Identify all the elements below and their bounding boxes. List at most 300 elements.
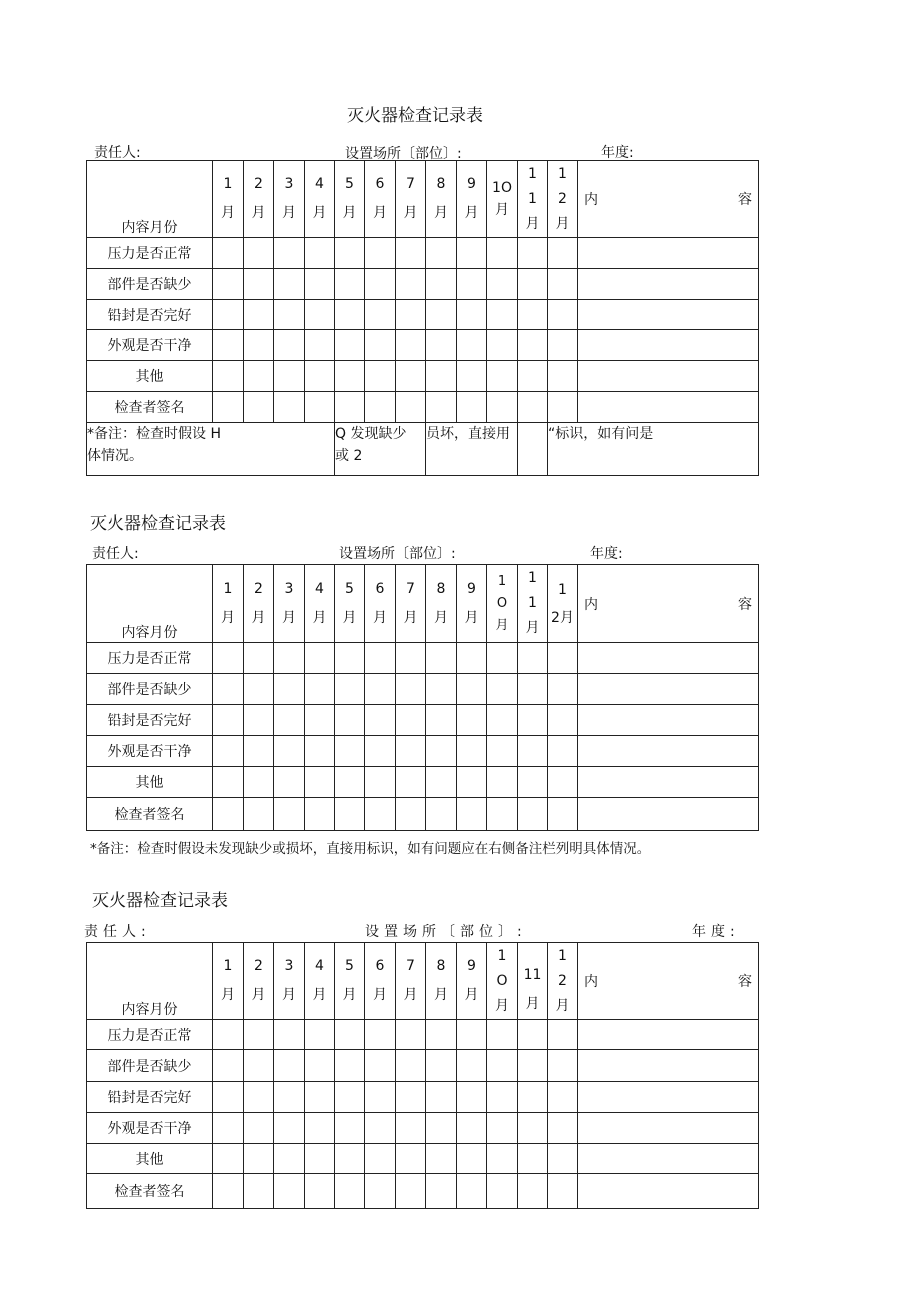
month-header: 4 月 xyxy=(305,943,335,1020)
check-cell[interactable] xyxy=(457,1144,487,1174)
check-cell[interactable] xyxy=(274,705,305,736)
check-cell[interactable] xyxy=(305,767,335,798)
check-cell[interactable] xyxy=(518,1174,548,1209)
check-cell[interactable] xyxy=(457,1020,487,1050)
check-cell[interactable] xyxy=(396,1144,426,1174)
content-header-text-b: 容 xyxy=(738,974,752,990)
check-cell[interactable] xyxy=(365,1174,396,1209)
footnote: *备注：检查时假设未发现缺少或损坏，直接用标识，如有问题应在右侧备注栏列明具体情况。 xyxy=(90,841,651,857)
check-cell[interactable] xyxy=(396,269,426,300)
check-cell[interactable] xyxy=(548,1020,578,1050)
check-cell[interactable] xyxy=(457,767,487,798)
check-cell[interactable] xyxy=(274,330,305,361)
check-cell[interactable] xyxy=(396,736,426,767)
check-cell[interactable] xyxy=(548,1144,578,1174)
check-cell[interactable] xyxy=(244,705,274,736)
check-cell[interactable] xyxy=(426,238,457,269)
row-label: 外观是否干净 xyxy=(87,736,213,767)
check-cell[interactable] xyxy=(335,238,365,269)
check-cell[interactable] xyxy=(335,643,365,674)
remark-cell[interactable] xyxy=(578,798,759,831)
location-label: 设置场所〔部位〕: xyxy=(339,546,456,562)
month-header: 5 月 xyxy=(335,943,365,1020)
check-cell[interactable] xyxy=(548,798,578,831)
check-cell[interactable] xyxy=(305,643,335,674)
check-cell[interactable] xyxy=(457,705,487,736)
month-header: 3 月 xyxy=(274,565,305,643)
check-cell[interactable] xyxy=(396,392,426,423)
check-cell[interactable] xyxy=(305,269,335,300)
check-cell[interactable] xyxy=(274,1082,305,1113)
remark-cell[interactable] xyxy=(578,238,759,269)
check-cell[interactable] xyxy=(213,1174,244,1209)
check-cell[interactable] xyxy=(365,269,396,300)
check-cell[interactable] xyxy=(365,798,396,831)
check-cell[interactable] xyxy=(365,767,396,798)
check-cell[interactable] xyxy=(457,361,487,392)
remark-cell[interactable] xyxy=(578,392,759,423)
check-cell[interactable] xyxy=(548,238,578,269)
check-cell[interactable] xyxy=(244,392,274,423)
check-cell[interactable] xyxy=(274,674,305,705)
check-cell[interactable] xyxy=(426,1082,457,1113)
check-cell[interactable] xyxy=(213,392,244,423)
check-cell[interactable] xyxy=(426,1050,457,1082)
check-cell[interactable] xyxy=(548,392,578,423)
inspection-table xyxy=(86,564,759,831)
responsible-label: 责任人: xyxy=(94,145,141,161)
remark-cell[interactable] xyxy=(578,705,759,736)
month-header: 1 2 月 xyxy=(548,161,578,238)
check-cell[interactable] xyxy=(305,1082,335,1113)
year-label: 年度: xyxy=(692,924,740,940)
check-cell[interactable] xyxy=(548,361,578,392)
check-cell[interactable] xyxy=(457,300,487,330)
remark-cell[interactable] xyxy=(578,767,759,798)
check-cell[interactable] xyxy=(305,798,335,831)
check-cell[interactable] xyxy=(487,238,518,269)
remark-cell[interactable] xyxy=(578,330,759,361)
check-cell[interactable] xyxy=(426,705,457,736)
row-label: 铅封是否完好 xyxy=(87,300,213,330)
check-cell[interactable] xyxy=(426,1144,457,1174)
check-cell[interactable] xyxy=(335,674,365,705)
check-cell[interactable] xyxy=(426,392,457,423)
check-cell[interactable] xyxy=(335,1174,365,1209)
check-cell[interactable] xyxy=(487,705,518,736)
check-cell[interactable] xyxy=(426,798,457,831)
check-cell[interactable] xyxy=(365,705,396,736)
check-cell[interactable] xyxy=(274,1113,305,1144)
check-cell[interactable] xyxy=(487,1050,518,1082)
check-cell[interactable] xyxy=(305,1174,335,1209)
check-cell[interactable] xyxy=(305,1050,335,1082)
row-label: 其他 xyxy=(87,361,213,392)
check-cell[interactable] xyxy=(274,361,305,392)
check-cell[interactable] xyxy=(548,1113,578,1144)
row-label: 其他 xyxy=(87,1144,213,1174)
check-cell[interactable] xyxy=(548,705,578,736)
row-label: 压力是否正常 xyxy=(87,1020,213,1050)
form-title: 灭火器检查记录表 xyxy=(347,106,483,126)
check-cell[interactable] xyxy=(518,1082,548,1113)
month-header: 5 月 xyxy=(335,161,365,238)
check-cell[interactable] xyxy=(487,1174,518,1209)
check-cell[interactable] xyxy=(396,1113,426,1144)
check-cell[interactable] xyxy=(335,361,365,392)
check-cell[interactable] xyxy=(457,674,487,705)
remark-cell[interactable] xyxy=(578,1082,759,1113)
responsible-label: 责任人: xyxy=(92,546,139,562)
check-cell[interactable] xyxy=(426,300,457,330)
check-cell[interactable] xyxy=(396,798,426,831)
check-cell[interactable] xyxy=(335,1050,365,1082)
month-header: 1O 月 xyxy=(487,161,518,238)
check-cell[interactable] xyxy=(396,361,426,392)
check-cell[interactable] xyxy=(305,330,335,361)
check-cell[interactable] xyxy=(365,361,396,392)
check-cell[interactable] xyxy=(396,1082,426,1113)
remark-cell[interactable] xyxy=(578,1144,759,1174)
table-row xyxy=(87,1144,759,1174)
check-cell[interactable] xyxy=(244,330,274,361)
check-cell[interactable] xyxy=(365,1082,396,1113)
check-cell[interactable] xyxy=(305,1113,335,1144)
check-cell[interactable] xyxy=(487,330,518,361)
check-cell[interactable] xyxy=(396,674,426,705)
check-cell[interactable] xyxy=(426,361,457,392)
table-row xyxy=(87,1082,759,1113)
month-header: 4 月 xyxy=(305,565,335,643)
check-cell[interactable] xyxy=(213,767,244,798)
check-cell[interactable] xyxy=(274,1020,305,1050)
corner-header: 内容月份 xyxy=(87,565,213,643)
check-cell[interactable] xyxy=(213,330,244,361)
check-cell[interactable] xyxy=(274,392,305,423)
remark-cell[interactable] xyxy=(578,1174,759,1209)
check-cell[interactable] xyxy=(274,300,305,330)
check-cell[interactable] xyxy=(457,1174,487,1209)
check-cell[interactable] xyxy=(213,1050,244,1082)
check-cell[interactable] xyxy=(213,300,244,330)
check-cell[interactable] xyxy=(487,269,518,300)
check-cell[interactable] xyxy=(426,330,457,361)
check-cell[interactable] xyxy=(487,674,518,705)
month-header: 1 月 xyxy=(213,565,244,643)
month-header: 6 月 xyxy=(365,943,396,1020)
check-cell[interactable] xyxy=(518,767,548,798)
check-cell[interactable] xyxy=(305,238,335,269)
remark-cell[interactable] xyxy=(578,643,759,674)
check-cell[interactable] xyxy=(213,1144,244,1174)
content-header xyxy=(578,161,759,238)
check-cell[interactable] xyxy=(457,1082,487,1113)
check-cell[interactable] xyxy=(487,1082,518,1113)
check-cell[interactable] xyxy=(274,736,305,767)
month-header: 2 月 xyxy=(244,161,274,238)
month-header: 9 月 xyxy=(457,161,487,238)
check-cell[interactable] xyxy=(365,1050,396,1082)
check-cell[interactable] xyxy=(518,1020,548,1050)
check-cell[interactable] xyxy=(518,705,548,736)
check-cell[interactable] xyxy=(426,643,457,674)
form-title: 灭火器检查记录表 xyxy=(92,891,228,911)
check-cell[interactable] xyxy=(396,643,426,674)
check-cell[interactable] xyxy=(487,392,518,423)
check-cell[interactable] xyxy=(396,1174,426,1209)
check-cell[interactable] xyxy=(335,767,365,798)
check-cell[interactable] xyxy=(487,1113,518,1144)
check-cell[interactable] xyxy=(518,269,548,300)
check-cell[interactable] xyxy=(335,1113,365,1144)
check-cell[interactable] xyxy=(548,767,578,798)
check-cell[interactable] xyxy=(548,269,578,300)
check-cell[interactable] xyxy=(335,1082,365,1113)
check-cell[interactable] xyxy=(244,798,274,831)
check-cell[interactable] xyxy=(518,300,548,330)
check-cell[interactable] xyxy=(244,1144,274,1174)
check-cell[interactable] xyxy=(426,767,457,798)
check-cell[interactable] xyxy=(365,643,396,674)
check-cell[interactable] xyxy=(365,1113,396,1144)
month-header: 8 月 xyxy=(426,565,457,643)
check-cell[interactable] xyxy=(305,705,335,736)
row-label: 外观是否干净 xyxy=(87,1113,213,1144)
content-header xyxy=(578,565,759,643)
check-cell[interactable] xyxy=(457,1113,487,1144)
check-cell[interactable] xyxy=(396,1050,426,1082)
check-cell[interactable] xyxy=(487,736,518,767)
check-cell[interactable] xyxy=(213,705,244,736)
table-row xyxy=(87,736,759,767)
check-cell[interactable] xyxy=(518,798,548,831)
check-cell[interactable] xyxy=(244,643,274,674)
check-cell[interactable] xyxy=(518,674,548,705)
check-cell[interactable] xyxy=(244,269,274,300)
check-cell[interactable] xyxy=(274,643,305,674)
check-cell[interactable] xyxy=(487,798,518,831)
check-cell[interactable] xyxy=(487,1144,518,1174)
check-cell[interactable] xyxy=(518,361,548,392)
check-cell[interactable] xyxy=(305,1020,335,1050)
month-header: 1 1 月 xyxy=(518,161,548,238)
check-cell[interactable] xyxy=(213,674,244,705)
check-cell[interactable] xyxy=(365,674,396,705)
check-cell[interactable] xyxy=(244,1082,274,1113)
row-label: 压力是否正常 xyxy=(87,643,213,674)
note-cell: “标识，如有问是 xyxy=(548,423,759,476)
check-cell[interactable] xyxy=(518,238,548,269)
check-cell[interactable] xyxy=(213,269,244,300)
check-cell[interactable] xyxy=(213,798,244,831)
check-cell[interactable] xyxy=(274,1144,305,1174)
check-cell[interactable] xyxy=(365,330,396,361)
check-cell[interactable] xyxy=(457,798,487,831)
check-cell[interactable] xyxy=(426,736,457,767)
check-cell[interactable] xyxy=(487,361,518,392)
check-cell[interactable] xyxy=(305,674,335,705)
check-cell[interactable] xyxy=(305,300,335,330)
check-cell[interactable] xyxy=(426,674,457,705)
check-cell[interactable] xyxy=(305,1144,335,1174)
check-cell[interactable] xyxy=(213,643,244,674)
check-cell[interactable] xyxy=(335,300,365,330)
form-title: 灭火器检查记录表 xyxy=(90,514,226,534)
check-cell[interactable] xyxy=(365,238,396,269)
check-cell[interactable] xyxy=(244,767,274,798)
month-header: 6 月 xyxy=(365,161,396,238)
check-cell[interactable] xyxy=(396,330,426,361)
remark-cell[interactable] xyxy=(578,269,759,300)
year-label: 年度: xyxy=(590,546,623,562)
check-cell[interactable] xyxy=(335,736,365,767)
check-cell[interactable] xyxy=(426,1113,457,1144)
note-row xyxy=(87,423,759,476)
table-row xyxy=(87,392,759,423)
remark-cell[interactable] xyxy=(578,1113,759,1144)
table-row xyxy=(87,269,759,300)
check-cell[interactable] xyxy=(213,1113,244,1144)
check-cell[interactable] xyxy=(274,269,305,300)
check-cell[interactable] xyxy=(548,1174,578,1209)
check-cell[interactable] xyxy=(244,300,274,330)
check-cell[interactable] xyxy=(244,1050,274,1082)
check-cell[interactable] xyxy=(365,1020,396,1050)
check-cell[interactable] xyxy=(396,1020,426,1050)
check-cell[interactable] xyxy=(548,736,578,767)
check-cell[interactable] xyxy=(274,1174,305,1209)
check-cell[interactable] xyxy=(518,330,548,361)
table-row xyxy=(87,361,759,392)
check-cell[interactable] xyxy=(518,736,548,767)
remark-cell[interactable] xyxy=(578,736,759,767)
check-cell[interactable] xyxy=(335,705,365,736)
table-row xyxy=(87,1020,759,1050)
check-cell[interactable] xyxy=(244,1020,274,1050)
check-cell[interactable] xyxy=(457,643,487,674)
check-cell[interactable] xyxy=(457,269,487,300)
corner-header: 内容月份 xyxy=(87,161,213,238)
check-cell[interactable] xyxy=(365,736,396,767)
check-cell[interactable] xyxy=(274,798,305,831)
row-label: 检查者签名 xyxy=(87,392,213,423)
check-cell[interactable] xyxy=(213,1082,244,1113)
check-cell[interactable] xyxy=(335,1020,365,1050)
inspection-table xyxy=(86,160,759,476)
remark-cell[interactable] xyxy=(578,1050,759,1082)
row-label: 检查者签名 xyxy=(87,798,213,831)
check-cell[interactable] xyxy=(396,767,426,798)
row-label: 铅封是否完好 xyxy=(87,705,213,736)
check-cell[interactable] xyxy=(244,736,274,767)
check-cell[interactable] xyxy=(548,330,578,361)
check-cell[interactable] xyxy=(244,1113,274,1144)
month-header: 1 O 月 xyxy=(487,565,518,643)
check-cell[interactable] xyxy=(365,300,396,330)
table-row xyxy=(87,643,759,674)
corner-header: 内容月份 xyxy=(87,943,213,1020)
month-header: 1 月 xyxy=(213,161,244,238)
check-cell[interactable] xyxy=(244,238,274,269)
check-cell[interactable] xyxy=(244,1174,274,1209)
check-cell[interactable] xyxy=(457,238,487,269)
check-cell[interactable] xyxy=(548,674,578,705)
check-cell[interactable] xyxy=(457,330,487,361)
check-cell[interactable] xyxy=(518,1144,548,1174)
check-cell[interactable] xyxy=(274,238,305,269)
check-cell[interactable] xyxy=(305,736,335,767)
remark-cell[interactable] xyxy=(578,674,759,705)
month-header: 6 月 xyxy=(365,565,396,643)
month-header: 2 月 xyxy=(244,943,274,1020)
check-cell[interactable] xyxy=(213,1020,244,1050)
check-cell[interactable] xyxy=(274,767,305,798)
check-cell[interactable] xyxy=(548,643,578,674)
location-label: 设置场所〔部位〕: xyxy=(345,146,462,162)
check-cell[interactable] xyxy=(365,1144,396,1174)
check-cell[interactable] xyxy=(457,736,487,767)
check-cell[interactable] xyxy=(213,736,244,767)
check-cell[interactable] xyxy=(457,1050,487,1082)
remark-cell[interactable] xyxy=(578,300,759,330)
check-cell[interactable] xyxy=(518,1050,548,1082)
remark-cell[interactable] xyxy=(578,361,759,392)
table-row xyxy=(87,1050,759,1082)
check-cell[interactable] xyxy=(487,1020,518,1050)
check-cell[interactable] xyxy=(518,392,548,423)
check-cell[interactable] xyxy=(426,1174,457,1209)
content-header-text-a: 内 xyxy=(584,596,598,613)
check-cell[interactable] xyxy=(487,300,518,330)
check-cell[interactable] xyxy=(274,1050,305,1082)
check-cell[interactable] xyxy=(305,361,335,392)
check-cell[interactable] xyxy=(335,798,365,831)
check-cell[interactable] xyxy=(457,392,487,423)
check-cell[interactable] xyxy=(335,392,365,423)
check-cell[interactable] xyxy=(335,269,365,300)
month-header: 1 2月 xyxy=(548,565,578,643)
check-cell[interactable] xyxy=(548,1082,578,1113)
check-cell[interactable] xyxy=(213,361,244,392)
inspection-table xyxy=(86,942,759,1209)
check-cell[interactable] xyxy=(244,674,274,705)
check-cell[interactable] xyxy=(396,238,426,269)
check-cell[interactable] xyxy=(487,643,518,674)
check-cell[interactable] xyxy=(426,1020,457,1050)
check-cell[interactable] xyxy=(365,392,396,423)
table-row xyxy=(87,705,759,736)
check-cell[interactable] xyxy=(518,643,548,674)
content-header-text-b: 容 xyxy=(738,596,752,613)
check-cell[interactable] xyxy=(548,1050,578,1082)
month-header: 2 月 xyxy=(244,565,274,643)
month-header: 1 O 月 xyxy=(487,943,518,1020)
check-cell[interactable] xyxy=(335,330,365,361)
check-cell[interactable] xyxy=(244,361,274,392)
check-cell[interactable] xyxy=(396,300,426,330)
check-cell[interactable] xyxy=(548,300,578,330)
note-cell xyxy=(518,423,548,476)
remark-cell[interactable] xyxy=(578,1020,759,1050)
check-cell[interactable] xyxy=(335,1144,365,1174)
check-cell[interactable] xyxy=(487,767,518,798)
check-cell[interactable] xyxy=(396,705,426,736)
check-cell[interactable] xyxy=(518,1113,548,1144)
row-label: 铅封是否完好 xyxy=(87,1082,213,1113)
check-cell[interactable] xyxy=(426,269,457,300)
check-cell[interactable] xyxy=(305,392,335,423)
check-cell[interactable] xyxy=(213,238,244,269)
